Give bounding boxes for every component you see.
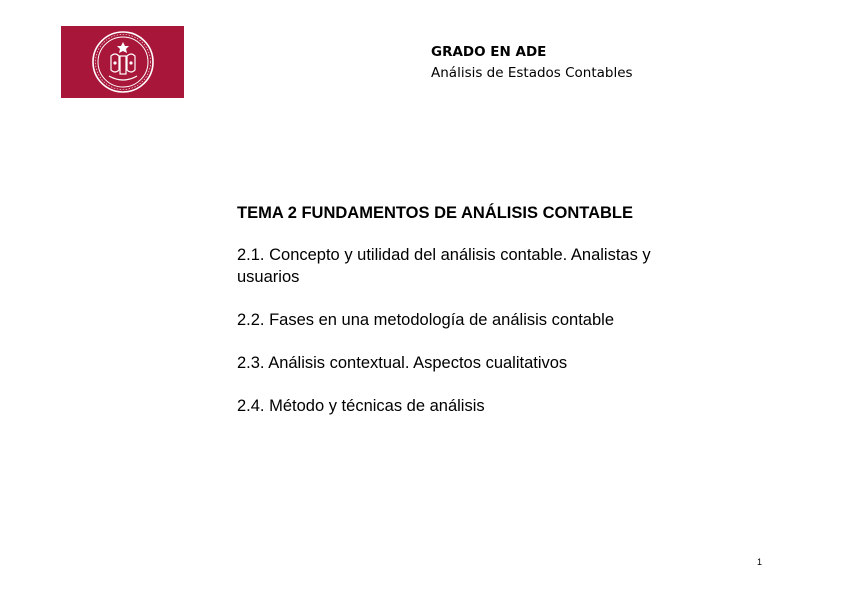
degree-title: GRADO EN ADE	[431, 44, 547, 60]
university-seal-icon	[91, 30, 155, 94]
topic-item: 2.1. Concepto y utilidad del análisis contable. Analistas y usuarios	[237, 246, 651, 286]
slide-content	[237, 202, 707, 438]
course-subtitle: Análisis de Estados Contables	[431, 65, 633, 81]
university-logo	[61, 26, 184, 98]
page-number: 1	[757, 557, 763, 567]
course-header	[431, 42, 633, 84]
topic-heading: TEMA 2 FUNDAMENTOS DE ANÁLISIS CONTABLE	[237, 204, 634, 222]
topic-item: 2.3. Análisis contextual. Aspectos cualitativos	[237, 354, 568, 372]
topic-item: 2.4. Método y técnicas de análisis	[237, 397, 485, 415]
topic-item: 2.2. Fases en una metodología de análisis contable	[237, 311, 615, 329]
